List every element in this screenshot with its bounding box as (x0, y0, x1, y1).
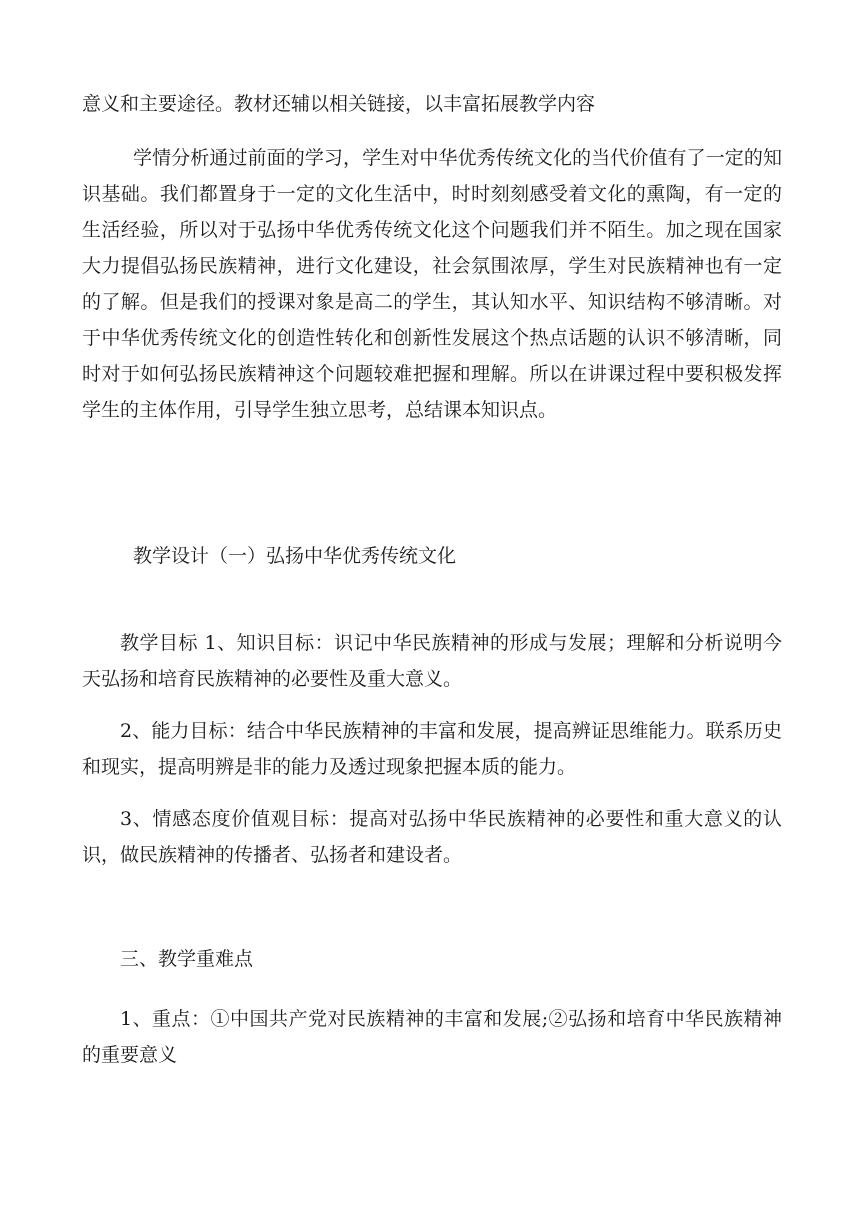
paragraph-learning-analysis: 学情分析通过前面的学习，学生对中华优秀传统文化的当代价值有了一定的知识基础。我们都置身于一定的文化生活中，时时刻刻感受着文化的熏陶，有一定的生活经验，所以对于弘扬中华优秀传统文化这个问题我们并不陌生。加之现在国家大力提倡弘扬民族精神，进行文化建设，社会氛围浓厚，学生对民族精神也有一定的了解。但是我们的授课对象是高二的学生，其认知水平、知识结构不够清晰。对于中华优秀传统文化的创造性转化和创新性发展这个热点话题的认识不够清晰，同时对于如何弘扬民族精神这个问题较难把握和理解。所以在讲课过程中要积极发挥学生的主体作用，引导学生独立思考，总结课本知识点。 (82, 147, 782, 421)
paragraph-teaching-content-tail: 意义和主要途径。教材还辅以相关链接，以丰富拓展教学内容 (82, 93, 596, 115)
paragraph-knowledge-goal: 教学目标 1、知识目标：识记中华民族精神的形成与发展；理解和分析说明今天弘扬和培育民族精神的必要性及重大意义。 (82, 632, 782, 690)
paragraph-key-points: 1、重点：①中国共产党对民族精神的丰富和发展;②弘扬和培育中华民族精神的重要意义 (82, 1008, 782, 1066)
heading-key-difficult-points: 三、教学重难点 (120, 948, 254, 970)
paragraph-emotion-value-goal: 3、情感态度价值观目标：提高对弘扬中华民族精神的必要性和重大意义的认识，做民族精神的传播者、弘扬者和建设者。 (82, 808, 782, 866)
heading-teaching-design: 教学设计（一）弘扬中华优秀传统文化 (133, 545, 457, 567)
paragraph-ability-goal: 2、能力目标：结合中华民族精神的丰富和发展，提高辨证思维能力。联系历史和现实，提高明辨是非的能力及透过现象把握本质的能力。 (82, 720, 782, 778)
